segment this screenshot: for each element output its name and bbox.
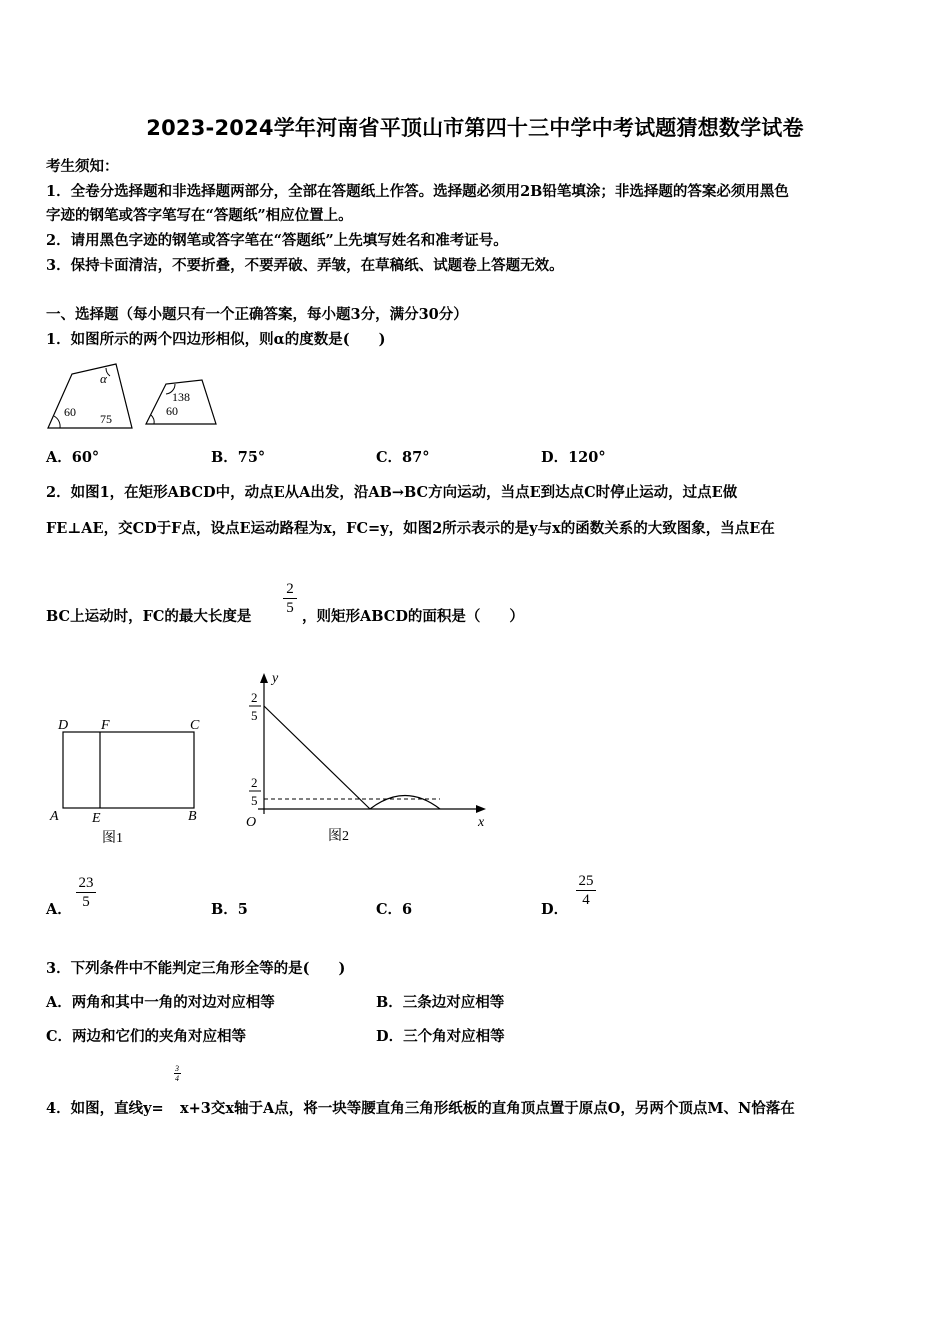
label-o: O xyxy=(246,815,257,830)
q1-option-a: A．60° xyxy=(46,449,100,466)
graph-line xyxy=(264,706,370,809)
notice-line-1b: 字迹的钢笔或答字笔写在“答题纸”相应位置上。 xyxy=(46,207,353,224)
quad-left xyxy=(48,364,132,428)
q3-option-b: B．三条边对应相等 xyxy=(376,994,505,1011)
q1-option-d: D．120° xyxy=(541,449,606,466)
label-c: C xyxy=(190,718,200,733)
q2-option-d-fraction: 25 4 xyxy=(573,872,599,909)
y-max-num: 2 xyxy=(251,690,258,705)
q1-right-60: 60 xyxy=(166,404,178,418)
q2-line-3a: BC上运动时，FC的最大长度是 xyxy=(46,608,252,625)
q2-option-c: C．6 xyxy=(376,901,413,918)
q3-stem: 3．下列条件中不能判定三角形全等的是( ) xyxy=(46,960,346,977)
q2-option-b: B．5 xyxy=(211,901,248,918)
x-axis-arrow xyxy=(476,805,486,813)
notice-heading: 考生须知： xyxy=(46,158,119,175)
q2-line-2: FE⊥AE，交CD于F点，设点E运动路程为x，FC=y，如图2所示表示的是y与x的函数关系的大致图象，当点E在 xyxy=(46,520,775,537)
q2-fraction-2-5: 2 5 xyxy=(280,580,300,617)
label-b: B xyxy=(188,809,197,824)
q2-line-1: 2．如图1，在矩形ABCD中，动点E从A出发，沿AB→BC方向运动，当点E到达点C时停止运动，过点E做 xyxy=(46,484,738,501)
y-max-den: 5 xyxy=(251,708,258,723)
label-f: F xyxy=(101,718,110,733)
q1-alpha: α xyxy=(100,371,107,386)
q1-right-138: 138 xyxy=(172,390,190,404)
label-a: A xyxy=(50,809,59,824)
rectangle-abcd xyxy=(63,732,194,808)
q3-option-a: A．两角和其中一角的对边对应相等 xyxy=(46,994,275,1011)
q2-figure-1 xyxy=(44,710,214,850)
q2-option-d-label: D． xyxy=(541,901,569,918)
y-mid-den: 5 xyxy=(251,793,258,808)
graph-arc xyxy=(370,796,440,810)
q3-option-c: C．两边和它们的夹角对应相等 xyxy=(46,1028,247,1045)
q2-option-a-fraction: 23 5 xyxy=(74,874,98,911)
notice-line-1a: 1．全卷分选择题和非选择题两部分，全部在答题纸上作答。选择题必须用2B铅笔填涂；非选择题的答案必须用黑色 xyxy=(46,183,789,200)
q2-option-a-label: A． xyxy=(46,901,72,918)
figure-1-caption: 图1 xyxy=(102,831,123,846)
q3-option-d: D．三个角对应相等 xyxy=(376,1028,505,1045)
q1-option-c: C．87° xyxy=(376,449,430,466)
label-e: E xyxy=(92,811,101,826)
section-heading: 一、选择题（每小题只有一个正确答案，每小题3分，满分30分） xyxy=(46,306,468,323)
label-d: D xyxy=(58,718,69,733)
label-x: x xyxy=(478,815,485,830)
notice-line-3: 3．保持卡面清洁，不要折叠，不要弄破、弄皱，在草稿纸、试题卷上答题无效。 xyxy=(46,257,564,274)
q1-figure xyxy=(40,358,240,433)
q4-stem-a: 4．如图，直线y= xyxy=(46,1100,164,1117)
q1-left-75: 75 xyxy=(100,412,112,426)
figure-2-caption: 图2 xyxy=(328,829,349,844)
y-mid-num: 2 xyxy=(251,775,258,790)
q2-figure-2 xyxy=(240,668,495,846)
q4-stem-b: x+3交x轴于A点，将一块等腰直角三角形纸板的直角顶点置于原点O，另两个顶点M、N恰落在 xyxy=(180,1100,795,1117)
notice-line-2: 2．请用黑色字迹的钢笔或答字笔在“答题纸”上先填写姓名和准考证号。 xyxy=(46,232,508,249)
q1-left-60: 60 xyxy=(64,405,76,419)
q1-stem: 1．如图所示的两个四边形相似，则α的度数是( ) xyxy=(46,331,386,348)
y-axis-arrow xyxy=(260,673,268,683)
page-title: 2023-2024学年河南省平顶山市第四十三中学中考试题猜想数学试卷 xyxy=(146,116,804,140)
q1-option-b: B．75° xyxy=(211,449,266,466)
q2-line-3b: ，则矩形ABCD的面积是（ ） xyxy=(302,608,524,625)
q4-fraction: 3 4 xyxy=(175,1064,179,1083)
label-y: y xyxy=(272,671,279,686)
